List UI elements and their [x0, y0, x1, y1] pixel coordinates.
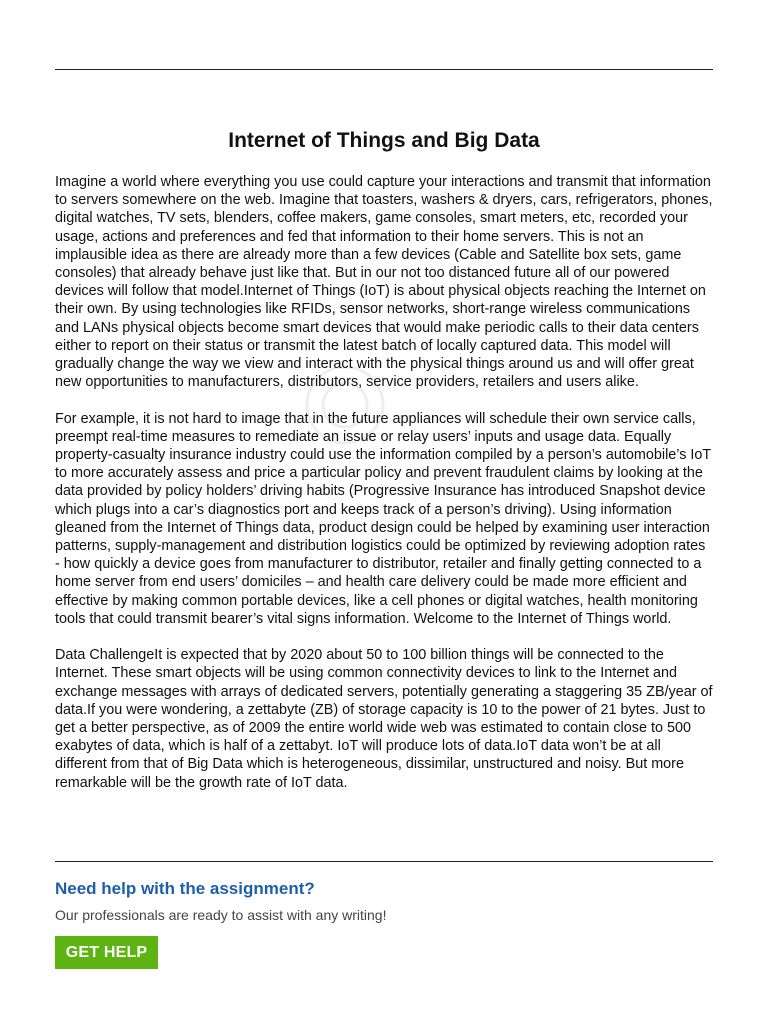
- get-help-button[interactable]: GET HELP: [55, 936, 158, 969]
- document-body: [55, 173, 713, 810]
- paragraph-3: Data ChallengeIt is expected that by 2020 about 50 to 100 billion things will be connected to the Internet. These smart objects will be using common connectivity devices to link to the Internet and exchange messages with arrays of dedicated servers, potentially generating a staggering 35 ZB/year of data.If you were wondering, a zettabyte (ZB) of storage capacity is 10 to the power of 21 bytes. Just to get a better perspective, as of 2009 the entire world wide web was estimated to contain close to 500 exabytes of data, which is half of a zettabyt. IoT will produce lots of data.IoT data won’t be at all different from that of Big Data which is heterogeneous, dissimilar, unstructured and noisy. But more remarkable will be the growth rate of IoT data.: [55, 647, 713, 791]
- document-title: Internet of Things and Big Data: [228, 129, 540, 152]
- top-divider: [55, 69, 713, 70]
- bottom-divider: [55, 861, 713, 862]
- help-subtext: Our professionals are ready to assist with any writing!: [55, 907, 387, 923]
- paragraph-1: Imagine a world where everything you use could capture your interactions and transmit that information to servers somewhere on the web. Imagine that toasters, washers & dryers, cars, refrigerators, phones, digital watches, TV sets, blenders, coffee makers, game consoles, smart meters, etc, recorded your usage, actions and preferences and fed that information to their home servers. This is not an implausible idea as there are already more than a few devices (Cable and Satellite box sets, game consoles) that already behave just like that. But in our not too distanced future all of our powered devices will follow that model.Internet of Things (IoT) is about physical objects reaching the Internet on their own. By using technologies like RFIDs, sensor networks, short-range wireless communications and LANs physical objects become smart devices that would make periodic calls to their data centers either to report on their status or transmit the latest batch of locally captured data. This model will gradually change the way we view and interact with the physical things around us and will offer great new opportunities to manufacturers, distributors, service providers, retailers and users alike.: [55, 174, 713, 391]
- paragraph-2: For example, it is not hard to image that in the future appliances will schedule their own service calls, preempt real-time measures to remediate an issue or relay users’ inputs and usage data. Equally property-casualty insurance industry could use the information compiled by a person’s automobile’s IoT to more accurately assess and price a particular policy and prevent fraudulent claims by looking at the data provided by policy holders’ driving habits (Progressive Insurance has introduced Snapshot device which plugs into a car’s diagnostics port and keeps track of a person’s driving). Using information gleaned from the Internet of Things data, product design could be helped by examining user interaction patterns, supply-management and distribution logistics could be optimized by reviewing adoption rates - how quickly a device goes from manufacturer to distributor, retailer and finally getting connected to a home server from end users’ domiciles – and health care delivery could be made more efficient and effective by making common portable devices, like a cell phones or digital watches, health monitoring tools that could transmit bearer’s vital signs information. Welcome to the Internet of Things world.: [55, 410, 711, 627]
- help-heading: Need help with the assignment?: [55, 879, 315, 898]
